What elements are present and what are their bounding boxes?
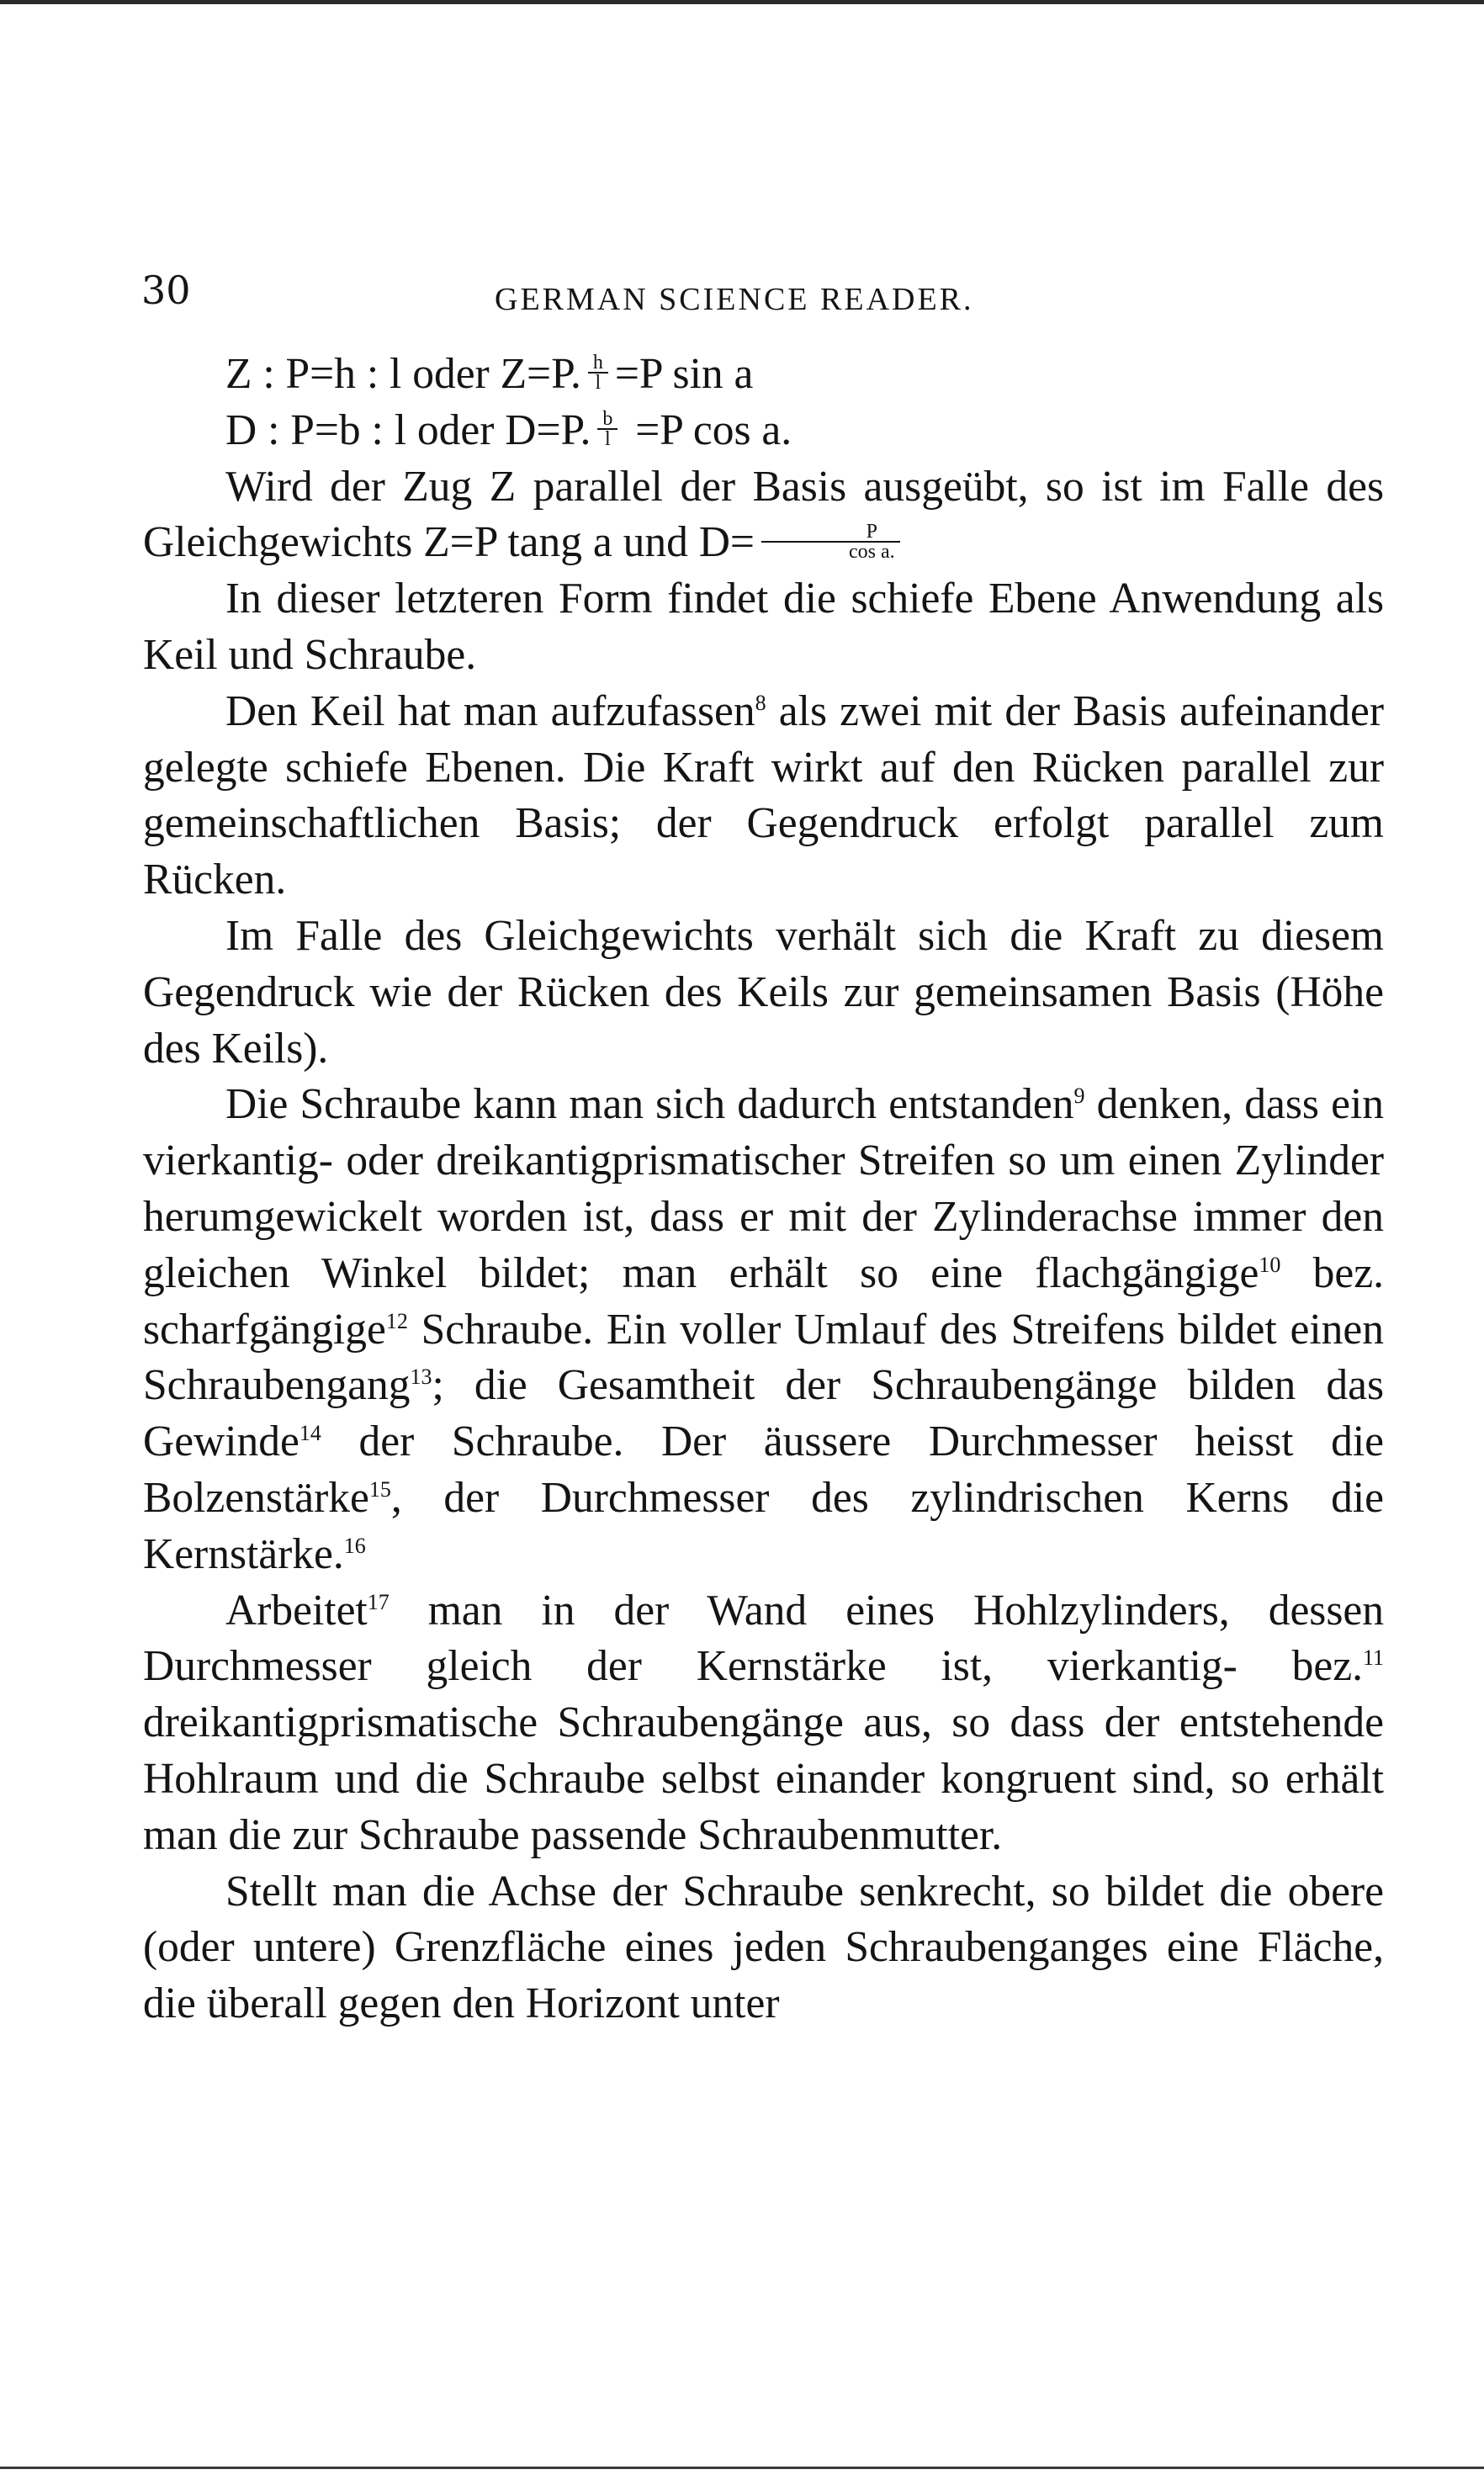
footnote-marker: 11: [1362, 1645, 1384, 1671]
paragraph-7: Stellt man die Achse der Schraube senkrecht, so bildet die obere (oder untere) Grenzfläche eines jeden Schraubenganges eine Fläche, die überall gegen den Horizont unter: [143, 1867, 1384, 2028]
paragraph-5-text-c: bez. scharfgängige: [143, 1248, 1384, 1354]
paragraph-6-text-c: dreikantigprismatische Schraubengänge aus, so dass der entstehende Hohlraum und die Schraube selbst einander kongruent sind, so erhält man die zur Schraube passende Schraubenmutter.: [143, 1698, 1384, 1859]
equation-2: [143, 403, 1384, 459]
paragraph-1: [143, 459, 1384, 572]
fraction-p-over-cos: [761, 522, 900, 561]
equation-2-left: D : P=b : l oder D=P.: [225, 405, 591, 454]
paragraph-5-text-g: , der Durchmesser des zylindrischen Kerns die Kernstärke.: [143, 1473, 1384, 1578]
equation-2-right: =P cos a.: [624, 405, 792, 454]
page-number: 30: [141, 268, 191, 313]
footnote-marker: 8: [755, 690, 766, 715]
fraction-denominator: l: [605, 427, 611, 450]
paragraph-3-text-a: Den Keil hat man aufzufassen: [225, 686, 755, 735]
equation-1-left: Z : P=h : l oder Z=P.: [225, 350, 581, 398]
top-edge-rule: [0, 0, 1484, 4]
fraction-numerator: h: [588, 353, 608, 374]
bottom-edge-rule: [0, 2467, 1484, 2469]
footnote-marker: 13: [410, 1365, 432, 1390]
paragraph-3-text-b: als zwei mit der Basis aufeinander gelegte schiefe Ebenen. Die Kraft wirkt auf den Rücken parallel zur gemeinschaftlichen Basis; der Gegendruck erfolgt parallel zum Rücken.: [143, 686, 1384, 904]
body-text: [143, 347, 1384, 2032]
paragraph-2: In dieser letzteren Form findet die schiefe Ebene Anwendung als Keil und Schraube.: [143, 575, 1384, 679]
footnote-marker: 16: [343, 1533, 366, 1558]
paragraph-3: [143, 684, 1384, 909]
paragraph-5-text-e: ; die Gesamtheit der Schraubengänge bilden das Gewinde: [143, 1361, 1384, 1466]
equation-1: [143, 347, 1384, 403]
fraction-denominator: l: [595, 372, 602, 395]
paragraph-5-text-f: der Schraube. Der äussere Durchmesser heisst die Bolzenstärke: [143, 1418, 1384, 1522]
paragraph-1-text: Wird der Zug Z parallel der Basis ausgeübt, so ist im Falle des Gleichgewichts Z=P tang a und D=: [143, 462, 1384, 567]
paragraph-5-text-d: Schraube. Ein voller Umlauf des Streifens bildet einen Schraubengang: [143, 1305, 1384, 1410]
paragraph-5: [143, 1077, 1384, 1582]
fraction-numerator: P: [761, 522, 900, 543]
paragraph-5-text-a: Die Schraube kann man sich dadurch entstanden: [225, 1080, 1074, 1129]
page-header: [141, 268, 1386, 318]
paragraph-5-text-b: denken, dass ein vierkantig- oder dreikantigprismatischer Streifen so um einen Zylinder herumgewickelt worden ist, dass er mit der Zylinderachse immer den gleichen Winkel bildet; man erhält so eine flachgängige: [143, 1080, 1384, 1297]
footnote-marker: 17: [367, 1589, 390, 1614]
paragraph-6: [143, 1583, 1384, 1864]
running-title: GERMAN SCIENCE READER.: [495, 282, 974, 317]
fraction-denominator: cos a.: [848, 540, 895, 563]
footnote-marker: 9: [1073, 1084, 1085, 1109]
footnote-marker: 15: [368, 1476, 391, 1502]
equation-1-right: =P sin a: [614, 350, 754, 398]
fraction-numerator: b: [597, 410, 617, 430]
paragraph-6-text-b: man in der Wand eines Hohlzylinders, dessen Durchmesser gleich der Kernstärke ist, vierkantig- bez.: [143, 1586, 1384, 1691]
fraction-b-over-l: [597, 407, 617, 450]
fraction-h-over-l: [588, 352, 608, 395]
paragraph-6-text-a: Arbeitet: [225, 1586, 368, 1635]
footnote-marker: 14: [299, 1420, 321, 1445]
footnote-marker: 10: [1259, 1252, 1281, 1277]
footnote-marker: 12: [385, 1308, 408, 1333]
paragraph-4: Im Falle des Gleichgewichts verhält sich die Kraft zu diesem Gegendruck wie der Rücken des Keils zur gemeinsamen Basis (Höhe des Keils).: [143, 911, 1384, 1073]
